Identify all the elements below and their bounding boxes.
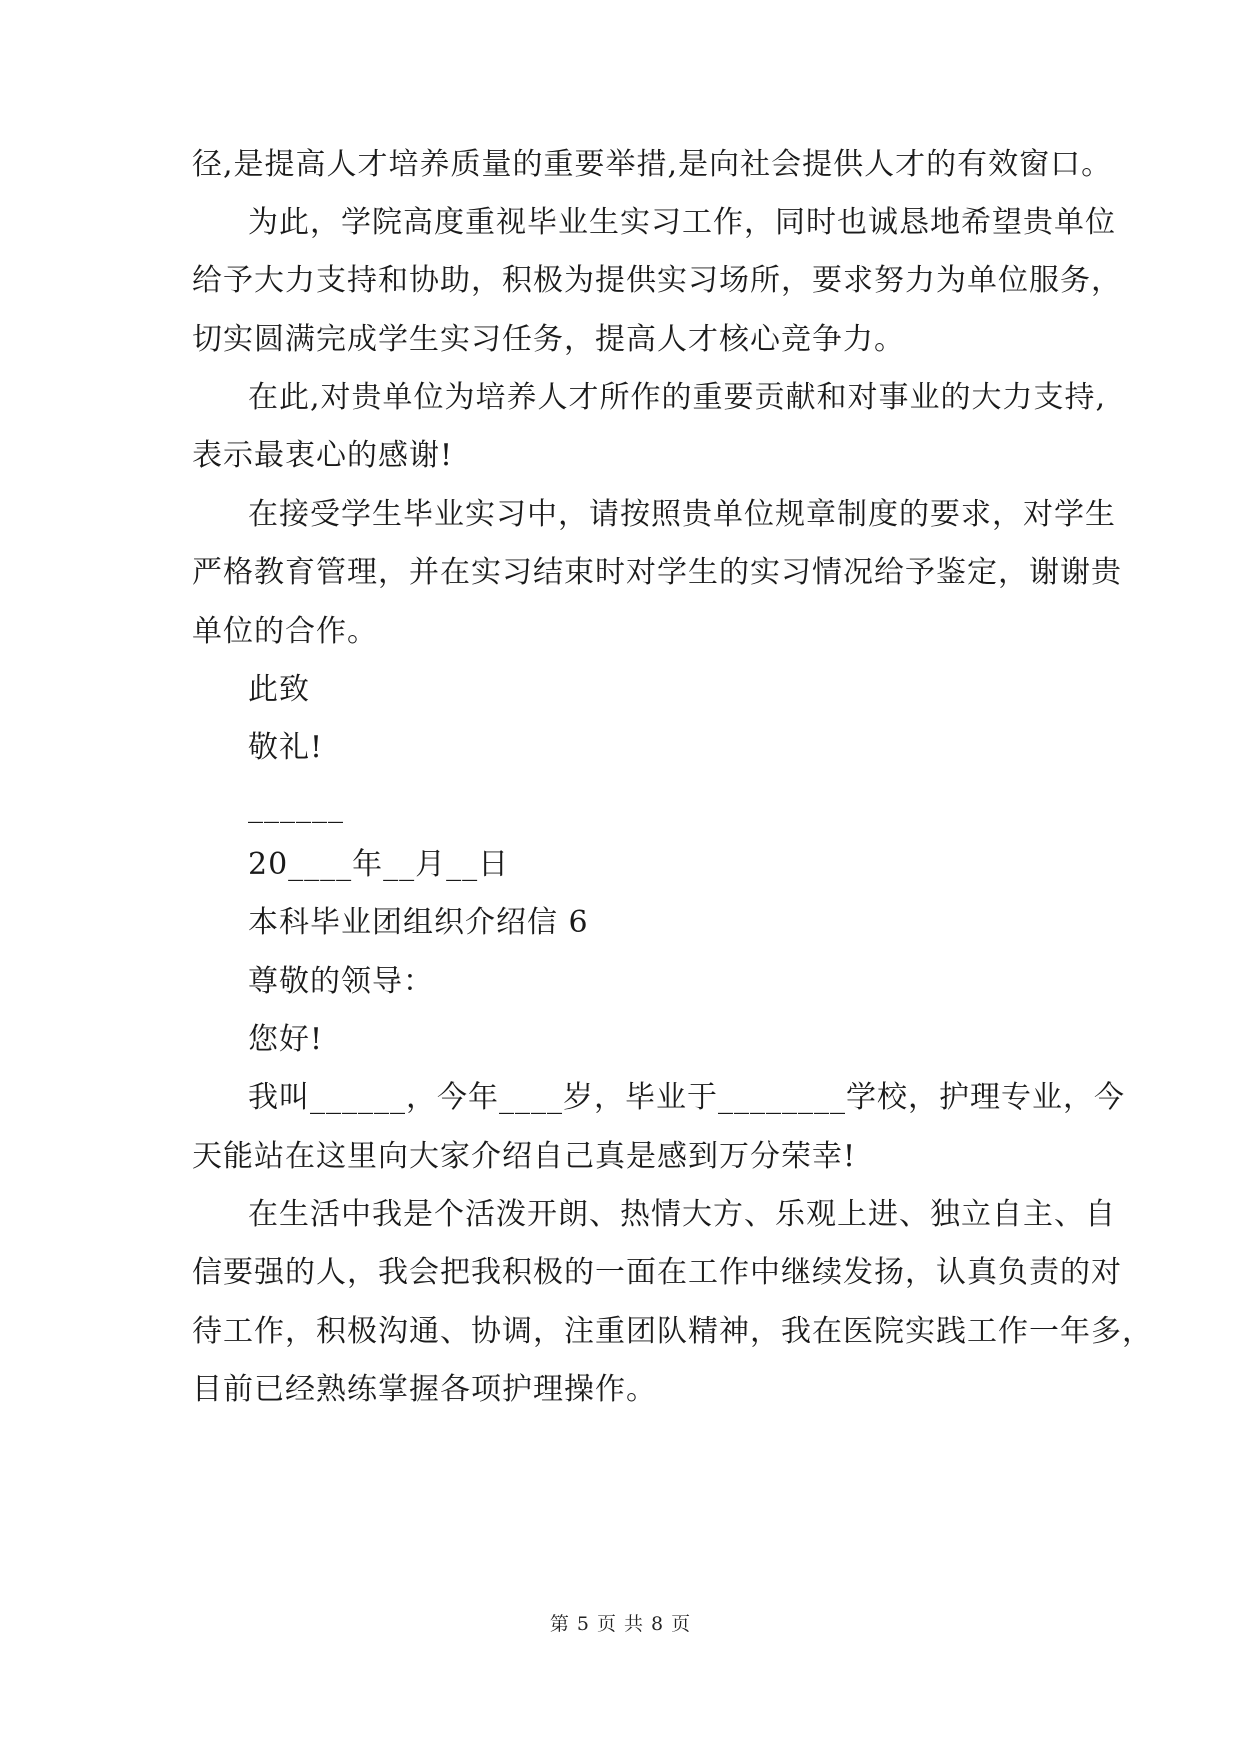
body-line-8: 严格教育管理，并在实习结束时对学生的实习情况给予鉴定，谢谢贵 (192, 555, 1122, 590)
greeting: 尊敬的领导： (248, 964, 434, 999)
body-line-18: 天能站在这里向大家介绍自己真是感到万分荣幸! (192, 1139, 857, 1174)
body-line-4: 切实圆满完成学生实习任务，提高人才核心竞争力。 (192, 322, 905, 357)
body-line-22: 目前已经熟练掌握各项护理操作。 (192, 1372, 657, 1407)
body-line-20: 信要强的人，我会把我积极的一面在工作中继续发扬，认真负责的对 (192, 1255, 1122, 1290)
body-line-19: 在生活中我是个活泼开朗、热情大方、乐观上进、独立自主、自 (248, 1197, 1116, 1232)
body-line-2: 为此，学院高度重视毕业生实习工作，同时也诚恳地希望贵单位 (248, 205, 1116, 240)
page-footer: 第 5 页 共 8 页 (549, 1613, 692, 1635)
closing-salutation: 此致 (248, 672, 310, 707)
hello: 您好! (248, 1022, 324, 1057)
date-line: 20____年__月__日 (248, 847, 510, 882)
body-line-6: 表示最衷心的感谢! (192, 438, 454, 473)
body-line-5: 在此,对贵单位为培养人才所作的重要贡献和对事业的大力支持, (248, 380, 1107, 415)
body-line-17: 我叫______，今年____岁，毕业于________学校，护理专业，今 (248, 1080, 1125, 1115)
body-line-9: 单位的合作。 (192, 614, 378, 649)
section-title: 本科毕业团组织介绍信 6 (248, 905, 589, 940)
body-line-21: 待工作，积极沟通、协调，注重团队精神，我在医院实践工作一年多， (192, 1314, 1153, 1349)
body-line-1: 径,是提高人才培养质量的重要举措,是向社会提供人才的有效窗口。 (192, 147, 1113, 182)
body-line-3: 给予大力支持和协助，积极为提供实习场所，要求努力为单位服务， (192, 263, 1122, 298)
body-line-7: 在接受学生毕业实习中，请按照贵单位规章制度的要求，对学生 (248, 497, 1116, 532)
signature-blank: ______ (248, 789, 344, 824)
closing-regards: 敬礼! (248, 730, 324, 765)
